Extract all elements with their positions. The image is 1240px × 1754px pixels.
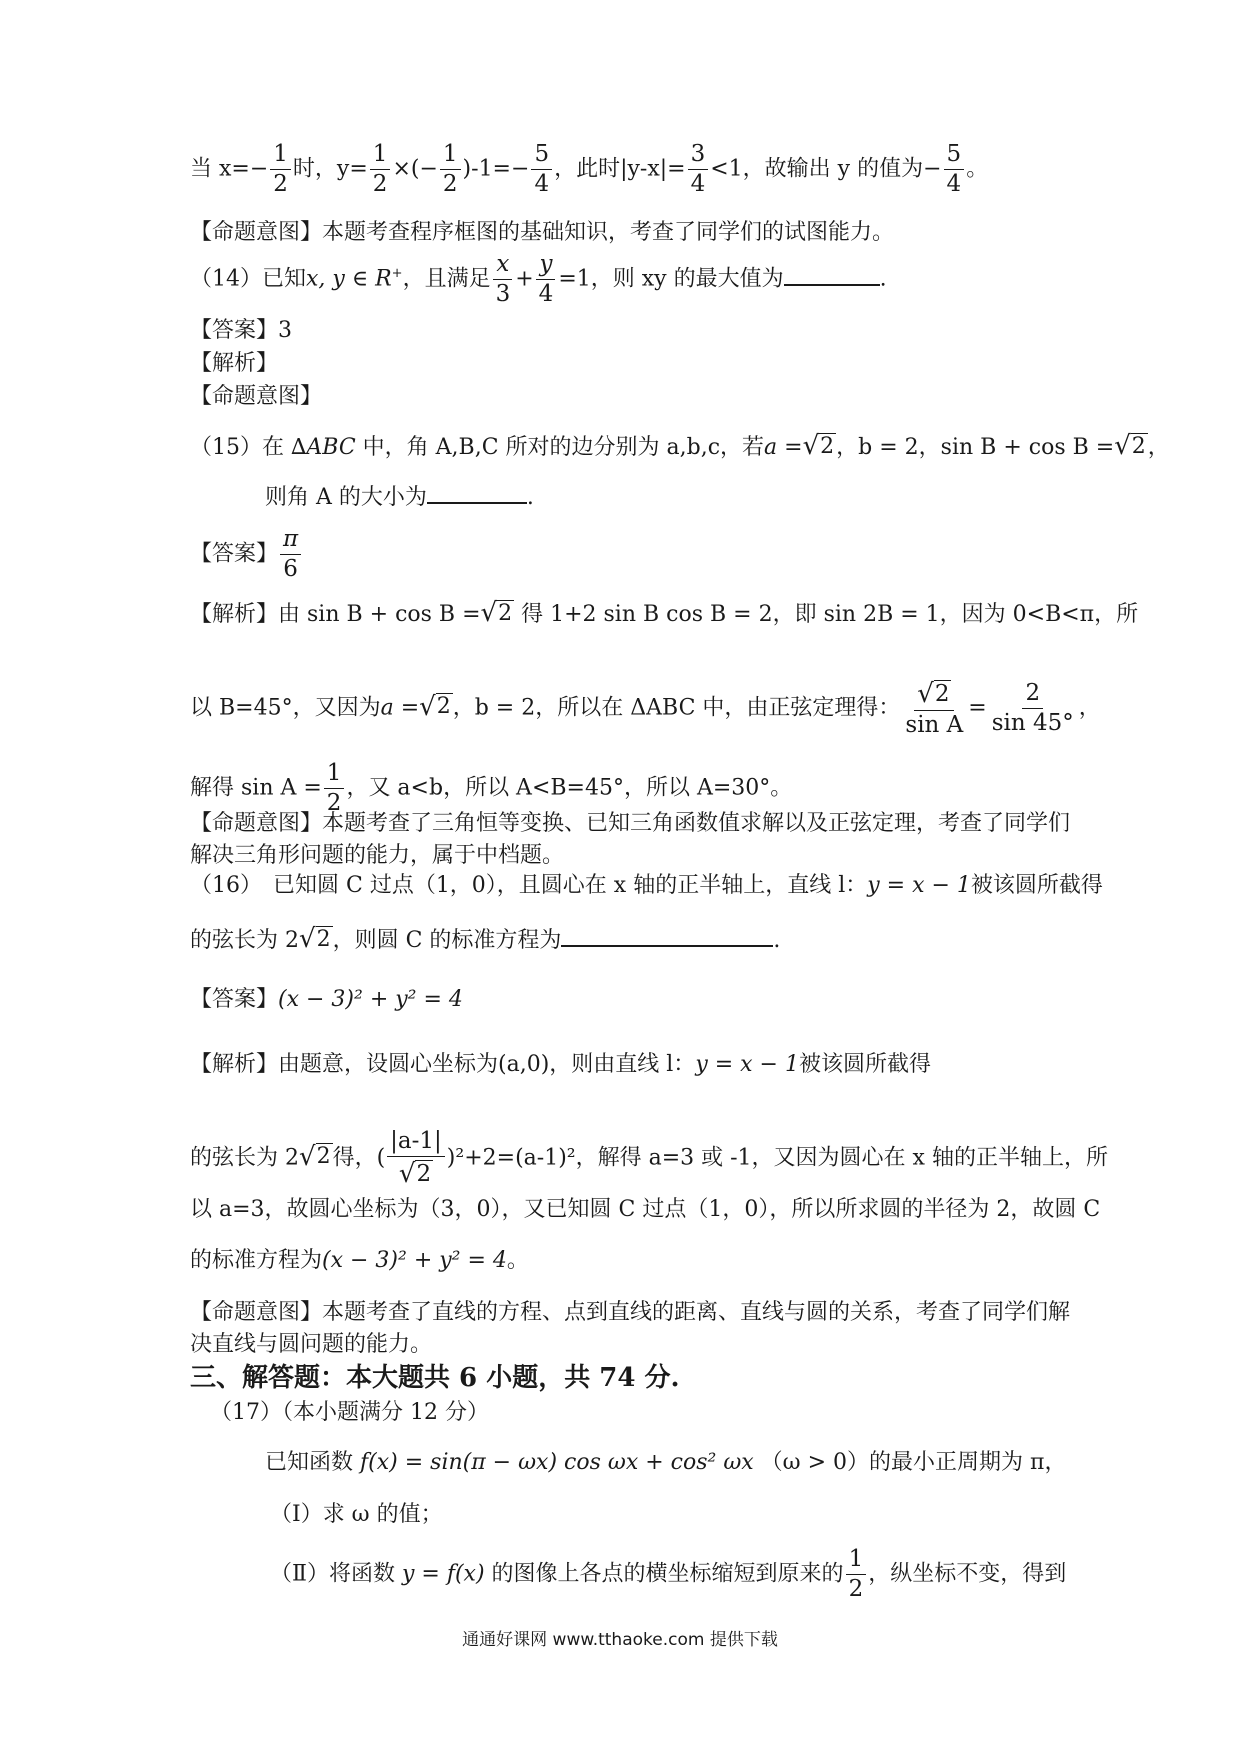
- text: −: [249, 156, 269, 182]
- text: )-1=: [462, 156, 511, 182]
- math: f(x) = sin(π − ωx) cos ωx + cos² ωx: [360, 1450, 754, 1475]
- text: （Ⅱ）将函数: [270, 1561, 395, 1587]
- text: 中，角 A,B,C 所对的边分别为 a,b,c，若: [362, 435, 765, 461]
- fraction: [493, 253, 514, 306]
- q13-intent: 【命题意图】本题考查程序框图的基础知识，考查了同学们的试图能力。: [190, 220, 895, 245]
- den: [396, 1157, 436, 1190]
- text: −: [419, 156, 438, 182]
- text: 【答案】: [190, 541, 279, 567]
- text: （14）已知: [190, 266, 306, 292]
- sqrt: √ 2: [917, 679, 950, 710]
- fraction: [270, 143, 291, 196]
- radicand: 2: [934, 681, 950, 707]
- text: 【解析】由 sin B + cos B =: [190, 602, 481, 628]
- sup: +: [391, 266, 403, 282]
- text: ，: [1147, 435, 1170, 461]
- num: 1: [440, 143, 461, 170]
- q16-question-line1: [190, 871, 1103, 901]
- num: 1: [270, 143, 291, 170]
- q13-result-line: [190, 143, 988, 196]
- q15-question-line2: [265, 480, 534, 513]
- den: 2: [326, 790, 342, 816]
- text: =1，则 xy 的最大值为: [558, 266, 784, 292]
- fraction: [387, 1128, 445, 1190]
- footer-watermark: 通通好课网 www.tthaoke.com 提供下载: [462, 1630, 778, 1650]
- text: 。: [966, 156, 989, 182]
- radicand: 2: [498, 601, 513, 626]
- fraction: [989, 682, 1077, 735]
- sqrt: √ 2: [1114, 431, 1146, 462]
- den: 6: [283, 556, 298, 582]
- text: ，且满足: [402, 266, 491, 292]
- num: y: [536, 253, 555, 280]
- q17-part2: [270, 1548, 1066, 1601]
- text: <1，故输出 y 的值为: [710, 156, 924, 182]
- den: 2: [372, 171, 388, 197]
- text: 以 B=45°，又因为: [190, 695, 381, 721]
- text: 的弦长为 2: [190, 928, 299, 953]
- den: 4: [534, 171, 550, 197]
- q16-question-line2: [190, 923, 780, 956]
- q16-analysis-line2: [190, 1128, 1108, 1190]
- text: ，纵坐标不变，得到: [868, 1561, 1067, 1587]
- math: a =: [380, 695, 420, 721]
- text: ，则圆 C 的标准方程为: [332, 928, 562, 953]
- radicand: 2: [316, 1144, 331, 1170]
- q16-intent-line2: 决直线与圆问题的能力。: [190, 1332, 433, 1357]
- radicand: 2: [436, 694, 451, 720]
- fraction: [531, 143, 552, 196]
- fraction: [536, 253, 557, 306]
- text: 时，y=: [292, 156, 368, 182]
- text: （16） 已知圆 C 过点（1，0），且圆心在 x 轴的正半轴上，直线 l：: [190, 873, 868, 898]
- sqrt: √ 2: [419, 691, 451, 722]
- q15-intent-line2: 解决三角形问题的能力，属于中档题。: [190, 843, 565, 868]
- math: (x − 3)² + y² = 4: [278, 987, 463, 1012]
- text: ×(: [392, 156, 420, 182]
- fraction: [902, 680, 966, 737]
- q16-answer: [190, 985, 463, 1015]
- den: sin A: [905, 712, 964, 739]
- text: 的标准方程为: [190, 1248, 323, 1273]
- num: |a-1|: [387, 1130, 445, 1157]
- text: 【答案】: [190, 987, 279, 1012]
- radicand: 2: [316, 926, 331, 952]
- num: 5: [531, 143, 552, 170]
- fraction: [440, 143, 461, 196]
- q17-statement: [265, 1448, 1066, 1478]
- math: y = x − 1: [695, 1052, 799, 1077]
- text: 得 1+2 sin B cos B = 2，即 sin 2B = 1，因为 0<B<π，所: [521, 602, 1139, 628]
- q14-question: [190, 253, 887, 306]
- fraction: [370, 143, 391, 196]
- den: 2: [848, 1576, 864, 1602]
- sqrt: √ 2: [398, 1159, 432, 1190]
- text: 解得 sin A =: [190, 775, 322, 801]
- fraction: [944, 143, 965, 196]
- q17-title: （17）（本小题满分 12 分）: [210, 1400, 489, 1425]
- radicand: 2: [416, 1161, 432, 1187]
- den: 4: [538, 281, 554, 307]
- q15-question-line1: [190, 433, 1170, 463]
- text: 被该圆所截得: [799, 1052, 932, 1077]
- fraction: [324, 762, 345, 815]
- q15-answer: [190, 528, 303, 581]
- den: sin 45°: [991, 710, 1074, 737]
- fraction: [846, 1548, 867, 1601]
- q17-part1: （Ⅰ）求 ω 的值；: [270, 1502, 443, 1527]
- q14-analysis: 【解析】: [190, 351, 279, 376]
- text: −: [923, 156, 942, 182]
- text: +: [515, 266, 534, 292]
- q14-intent: 【命题意图】: [190, 384, 323, 409]
- q16-analysis-line4: [190, 1246, 529, 1276]
- answer-blank: [561, 923, 773, 947]
- text: 。: [506, 1248, 529, 1273]
- sqrt: √ 2: [802, 431, 835, 462]
- q15-analysis-line3: [190, 762, 792, 815]
- den: 4: [690, 171, 706, 197]
- text: 【解析】由题意，设圆心坐标为(a,0)，则由直线 l：: [190, 1052, 696, 1077]
- fraction: [688, 143, 709, 196]
- answer-blank: [784, 262, 880, 286]
- den: 2: [273, 171, 288, 197]
- q15-analysis-line2: [190, 680, 1101, 737]
- q14-answer: 【答案】3: [190, 318, 292, 343]
- num: π: [280, 528, 301, 555]
- num: 1: [846, 1548, 867, 1575]
- num: 1: [324, 762, 345, 789]
- text: 则角 A 的大小为: [265, 485, 427, 510]
- text: ，又 a<b，所以 A<B=45°，所以 A=30°。: [346, 775, 793, 801]
- text: .: [879, 266, 887, 292]
- section-heading: 三、解答题：本大题共 6 小题，共 74 分.: [190, 1363, 680, 1393]
- math: y = x − 1: [867, 873, 971, 898]
- fraction: [280, 528, 301, 581]
- den: 3: [495, 281, 511, 307]
- text: .: [526, 485, 534, 510]
- sqrt: √ 2: [299, 1141, 331, 1172]
- radicand: 2: [820, 434, 835, 459]
- answer-blank: [427, 480, 527, 504]
- text: 得，(: [332, 1145, 386, 1171]
- num: 2: [1022, 682, 1043, 709]
- text: −: [511, 156, 530, 182]
- q16-analysis-line3: 以 a=3，故圆心坐标为（3，0），又已知圆 C 过点（1，0），所以所求圆的半径为 2，故圆 C: [190, 1197, 1101, 1222]
- q15-analysis-line1: [190, 600, 1138, 630]
- den: 2: [442, 171, 458, 197]
- math: ∆ABC: [291, 435, 356, 461]
- num: 1: [370, 143, 391, 170]
- math: (x − 3)² + y² = 4: [322, 1248, 507, 1273]
- text: 被该圆所截得: [970, 873, 1103, 898]
- text: ，b = 2，sin B + cos B =: [836, 435, 1115, 461]
- math: a =: [764, 435, 803, 461]
- num: [914, 680, 954, 711]
- text: 已知函数: [265, 1450, 354, 1475]
- text: 的图像上各点的横坐标缩短到原来的: [491, 1561, 844, 1587]
- num: 3: [688, 143, 709, 170]
- text: （ω > 0）的最小正周期为 π，: [760, 1450, 1067, 1475]
- num: x: [493, 253, 512, 280]
- text: 当 x=: [190, 156, 250, 182]
- num: 5: [944, 143, 965, 170]
- math: y = f(x): [401, 1561, 485, 1587]
- math: x, y ∈ R: [306, 266, 392, 292]
- text: .: [773, 928, 781, 953]
- q16-intent-line1: 【命题意图】本题考查了直线的方程、点到直线的距离、直线与圆的关系，考查了同学们解: [190, 1300, 1071, 1325]
- q15-intent-line1: 【命题意图】本题考查了三角恒等变换、已知三角函数值求解以及正弦定理，考查了同学们: [190, 811, 1071, 836]
- radicand: 2: [1131, 434, 1146, 459]
- text: )²+2=(a-1)²，解得 a=3 或 -1，又因为圆心在 x 轴的正半轴上，所: [446, 1145, 1108, 1171]
- text: =: [968, 695, 987, 721]
- text: ，: [1078, 695, 1101, 721]
- text: ，b = 2，所以在 ΔABC 中，由正弦定理得：: [452, 695, 901, 721]
- sqrt: √ 2: [480, 598, 513, 629]
- sqrt: √ 2: [299, 924, 331, 954]
- q16-analysis-line1: [190, 1050, 931, 1080]
- text: 的弦长为 2: [190, 1145, 299, 1171]
- den: 4: [946, 171, 962, 197]
- text: ，此时|y-x|=: [554, 156, 686, 182]
- text: （15）在: [190, 435, 284, 461]
